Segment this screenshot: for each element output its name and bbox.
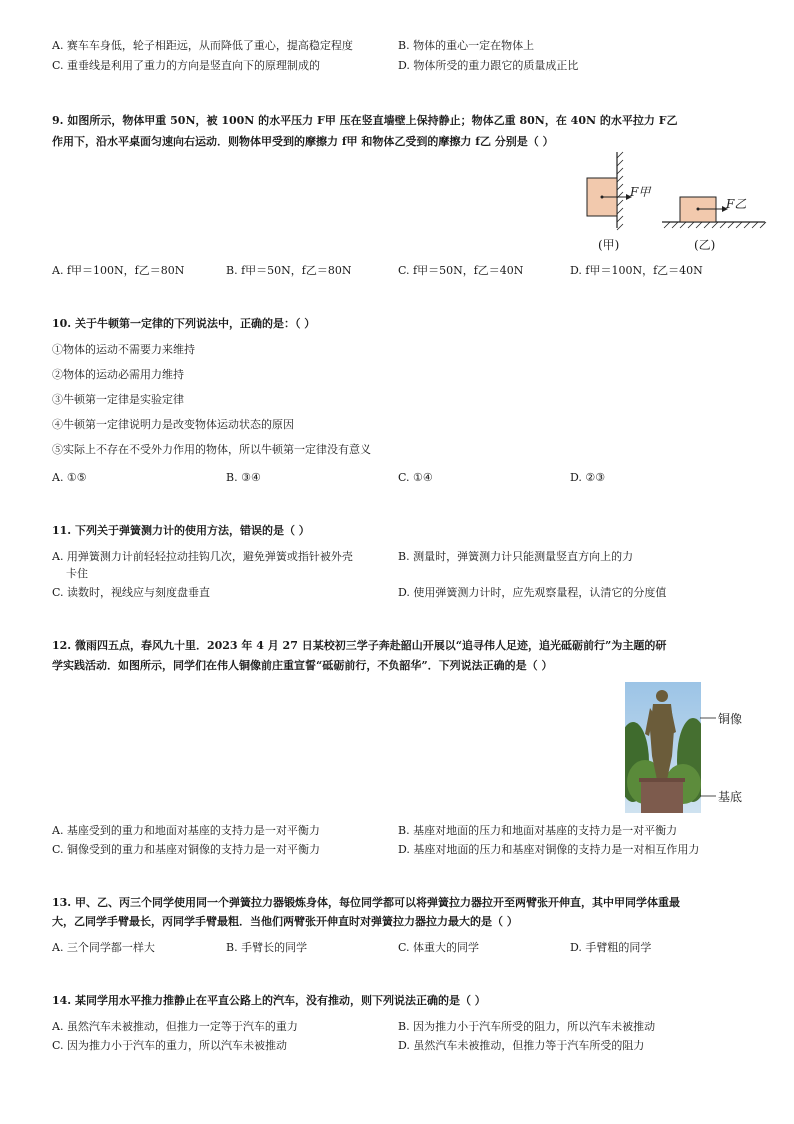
q12-statue-photo [625,682,701,813]
q9-label-yi: (乙) [694,238,716,252]
q13-option-c: C. 体重大的同学 [398,941,480,954]
q9-stem-line2: 作用下，沿水平桌面匀速向右运动．则物体甲受到的摩擦力 f甲 和物体乙受到的摩擦力 f乙 分别是（ ） [52,135,554,148]
q12-label-base: 基底 [718,790,743,804]
q10-statement-1: ①物体的运动不需要力来维持 [52,343,195,356]
ground-hatch [664,222,766,228]
q8-option-d: D. 物体所受的重力跟它的质量成正比 [398,59,579,72]
q13-option-d: D. 手臂粗的同学 [570,941,652,954]
q10-statement-2: ②物体的运动必需用力维持 [52,368,184,381]
q9-stem-line1: 9. 如图所示，物体甲重 50N，被 100N 的水平压力 F甲 压在竖直墙壁上保持静止；物体乙重 80N，在 40N 的水平拉力 F乙 [52,114,678,127]
q10-option-a: A. ①⑤ [52,471,87,484]
q9-option-b: B. f甲＝50N，f乙＝80N [226,264,352,277]
q10-option-b: B. ③④ [226,471,261,484]
q13-option-b: B. 手臂长的同学 [226,941,308,954]
q10-statement-3: ③牛顿第一定律是实验定律 [52,393,184,406]
q14-option-d: D. 虽然汽车未被推动，但推力等于汽车所受的阻力 [398,1039,645,1052]
wall-hatch [617,152,623,230]
q12-option-c: C. 铜像受到的重力和基座对铜像的支持力是一对平衡力 [52,843,321,856]
q12-stem-line1: 12. 微雨四五点，春风九十里．2023 年 4 月 27 日某校初三学子奔赴韶山开展以“追寻伟人足迹，追光砥砺前行”为主题的研 [52,639,667,652]
q14-option-a: A. 虽然汽车未被推动，但推力一定等于汽车的重力 [52,1020,298,1033]
q11-option-a: A. 用弹簧测力计前轻轻拉动挂钩几次，避免弹簧或指针被外壳 [52,550,353,563]
q14-stem: 14. 某同学用水平推力推静止在平直公路上的汽车，没有推动，则下列说法正确的是（ ） [52,994,486,1007]
q11-option-d: D. 使用弹簧测力计时，应先观察量程，认清它的分度值 [398,586,667,599]
q12-option-d: D. 基座对地面的压力和基座对铜像的支持力是一对相互作用力 [398,843,700,856]
q13-stem-line2: 大，乙同学手臂最长，丙同学手臂最粗．当他们两臂张开伸直时对弹簧拉力器拉力最大的是（ ） [52,915,518,928]
q9-force-label-jia: F甲 [630,185,651,199]
q10-option-d: D. ②③ [570,471,606,484]
q9-option-a: A. f甲＝100N，f乙＝80N [52,264,185,277]
q9-force-label-yi: F乙 [726,197,747,211]
q13-option-a: A. 三个同学都一样大 [52,941,155,954]
q9-option-d: D. f甲＝100N，f乙＝40N [570,264,703,277]
q8-option-a: A. 赛车车身低，轮子相距远，从而降低了重心，提高稳定程度 [52,39,353,52]
q10-option-c: C. ①④ [398,471,433,484]
q13-stem-line1: 13. 甲、乙、丙三个同学使用同一个弹簧拉力器锻炼身体，每位同学都可以将弹簧拉力器拉开至两臂张开伸直，其中甲同学体重最 [52,896,680,909]
q12-label-statue: 铜像 [718,712,743,726]
q11-option-c: C. 读数时，视线应与刻度盘垂直 [52,586,211,599]
q12-stem-line2: 学实践活动．如图所示，同学们在伟人铜像前庄重宣誓“砥砺前行，不负韶华”．下列说法正确的是（ ） [52,659,553,672]
q11-option-b: B. 测量时，弹簧测力计只能测量竖直方向上的力 [398,550,634,563]
q9-option-c: C. f甲＝50N，f乙＝40N [398,264,524,277]
q14-option-c: C. 因为推力小于汽车的重力，所以汽车未被推动 [52,1039,288,1052]
q10-stem: 10. 关于牛顿第一定律的下列说法中，正确的是：（ ） [52,317,316,330]
q14-option-b: B. 因为推力小于汽车所受的阻力，所以汽车未被推动 [398,1020,656,1033]
q8-option-c: C. 重垂线是利用了重力的方向是竖直向下的原理制成的 [52,59,321,72]
q9-label-jia: (甲) [598,238,620,252]
q8-option-b: B. 物体的重心一定在物体上 [398,39,535,52]
q10-statement-4: ④牛顿第一定律说明力是改变物体运动状态的原因 [52,418,294,431]
q11-option-a-cont: 卡住 [66,567,88,580]
q11-stem: 11. 下列关于弹簧测力计的使用方法，错误的是（ ） [52,524,310,537]
q10-statement-5: ⑤实际上不存在不受外力作用的物体，所以牛顿第一定律没有意义 [52,443,371,456]
q12-option-b: B. 基座对地面的压力和地面对基座的支持力是一对平衡力 [398,824,678,837]
statue-base [641,780,683,813]
q12-option-a: A. 基座受到的重力和地面对基座的支持力是一对平衡力 [52,824,320,837]
